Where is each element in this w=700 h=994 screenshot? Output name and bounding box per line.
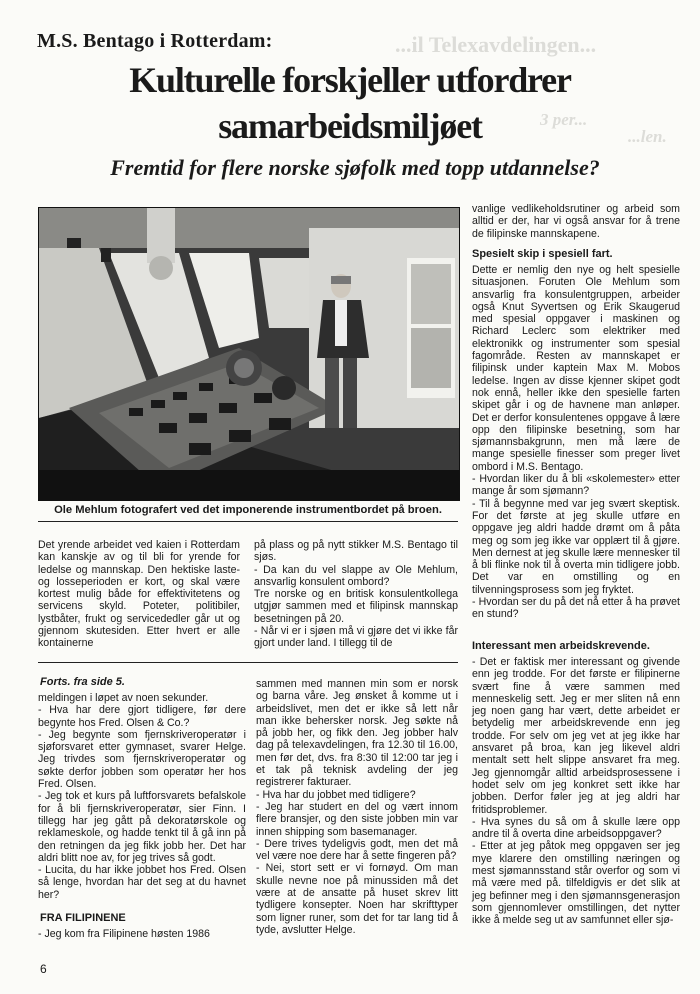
- continued-left-column: meldingen i løpet av noen sekunder. - Hva har dere gjort tidligere, før dere begynte hos Fred. Olsen & Co.? - Jeg begynte som fjernskriveroperatør i sjøforsvaret etter gymnaset, svarer Helge. Jeg trivdes som fjernskriveroperatør og søkte derfor jobben som operatør her hos Fred. Olsen. - Jeg tok et kurs på luftforsvarets befalskole for å bli fjernskriveroperatør, sier Finn. I tillegg har jeg gått på dekoratørskole og reklameskole, og hadde tenkt til å gå inn på den retningen da jeg fikk jobb her. Det har aldri blitt noe av, for jeg trives så godt. - Lucita, du har ikke jobbet hos Fred. Olsen så lenge, hvordan har det seg at du havnet her?: [38, 692, 246, 901]
- intro-column-middle: på plass og på nytt stikker M.S. Bentago til sjøs. - Da kan du vel slappe av Ole Mehlum, ansvarlig konsulent ombord? Tre norske og en britisk konsulentkollega utgjør sammen med et filipinsk mannskap besetningen på 20. - Når vi er i sjøen må vi gjøre det vi ikke får gjort under land. I tillegg til de: [254, 539, 458, 650]
- continued-rule: [38, 662, 458, 663]
- ghost-heading: ...il Telexavdelingen...: [395, 32, 597, 57]
- kicker: M.S. Bentago i Rotterdam:: [37, 30, 273, 52]
- photo-caption: Ole Mehlum fotografert ved det imponerende instrumentbordet på broen.: [54, 504, 442, 516]
- ghost-subline: 3 per...: [540, 110, 588, 129]
- continued-label: Forts. fra side 5.: [40, 676, 125, 688]
- deck-subtitle: Fremtid for flere norske sjøfolk med topp utdannelse?: [110, 155, 600, 180]
- caption-rule: [38, 521, 458, 522]
- ghost-subline-end: ...len.: [628, 127, 667, 146]
- headline-line-1: Kulturelle forskjeller utfordrer: [129, 60, 571, 100]
- headline-line-2: samarbeidsmiljøet: [218, 106, 482, 146]
- subhead-special-ship: Spesielt skip i spesiell fart.: [472, 248, 613, 260]
- intro-column-left: Det yrende arbeidet ved kaien i Rotterdam kan kanskje av og til bli for yrende for ledelse og mannskap. Den hektiske laste- og losseperioden er kort, og skal være kortest mulig både for effektivitetens og servicens skyld. Poteter, politibiler, lystbåter, frukt og servicededler går ut og gjennom skutesiden. Etter hvert er alle kontainerne: [38, 539, 240, 650]
- bridge-photo: [38, 207, 460, 501]
- subhead-interesting: Interessant men arbeidskrevende.: [472, 640, 650, 652]
- right-column-top: vanlige vedlikeholdsrutiner og arbeid som alltid er der, har vi også ansvar for å trene de filipinske mannskapene.: [472, 203, 680, 240]
- page-number: 6: [40, 962, 47, 976]
- continued-middle-column: sammen med mannen min som er norsk og barna våre. Jeg ønsket å komme ut i arbeidslivet, men det er ikke så lett når man ikke behersker norsk. Jeg søkte nå på jobb her, og fikk den. Jeg jobber halv dag på telexavdelingen, fra 12.30 til 16.00, men før det, dvs. fra 8:30 til 12:00 tar jeg i et tak på teknisk avdeling der jeg registrerer fakturaer. - Hva har du jobbet med tidligere? - Jeg har studert en del og vært innom flere bransjer, og den siste jobben min var innen shipping som basemanager. - Dere trives tydeligvis godt, men det må vel være noe dere har å sette fingeren på? - Nei, stort sett er vi fornøyd. Om man skulle nevne noe på minussiden må det være at de ansatte på huset skrev litt tydligere konsepter. Noen har skrifttyper som ligner runer, som det for tar lang tid å tyde, avslutter Helge.: [256, 678, 458, 936]
- continued-left-tail: - Jeg kom fra Filipinene høsten 1986: [38, 928, 210, 940]
- right-column-body-2: - Det er faktisk mer interessant og givende enn jeg trodde. For det første er filipinerne svært fine å være sammen med menneskelig sett. Jeg er mer sliten nå enn jeg noen gang har vært, dette arbeidet er betydelig mer arbeidskrevende enn jeg trodde. For selv om jeg vet at jeg ikke har ansvaret på broa, kan jeg likevel aldri mentalt sett helt slippe ansvaret fra meg. Jeg gjennomgår alltid arbeidsprosessene i hodet selv om jeg konkret sett ikke har jobben. Derfor føler jeg at jeg aldri har fritidsproblemer. - Hva synes du så om å skulle lære opp andre til å overta dine arbeidsoppgaver? - Etter at jeg påtok meg oppgaven ser jeg mye klarere den omstilling næringen og mest sjømannsstand står overfor og som vi må være med på. tilfeldigvis er det slik at jeg befinner meg i den sjømannsgenerasjon som gjennomlever omstillingen, det nytter ikke å melde seg ut av samfunnet eller sjø-: [472, 656, 680, 927]
- subhead-from-philippines: FRA FILIPINENE: [40, 912, 126, 924]
- bridge-photo-illustration: [39, 208, 459, 500]
- right-column-body-1: Dette er nemlig den nye og helt spesielle situasjonen. Foruten Ole Mehlum som ansvarlig fra konsulentgruppen, arbeider også Knut Syvertsen og Erik Skaugerud med spesial oppgaver i maskinen og Richard Leclerc som elektriker med elektronikk og instrumenter som spesial fagområde. Resten av mannskapet er filipinsk under kaptein Max M. Mobos ledelse. Ingen av disse kjenner skipet godt nok ennå, heller ikke den spesielle farten skipet går i og de havnene man anløper. Det er derfor konsulentenes oppgave å lære opp den filipinske besetning, som har sjømannsbakgrunn, men må lære de mange spesielle finesser som preger livet ombord i M.S. Bentago. - Hvordan liker du å bli «skolemester» etter mange år som sjømann? - Til å begynne med var jeg svært skeptisk. For det første at jeg skulle utføre en oppgave jeg aldri hadde drømt om å påta meg og som jeg ikke var opplært til å gjøre. Men dernest at jeg skulle lære mennesker til å bli flinke nok til å overta min tidligere jobb. Det var en omstilling og en tilvenningsprosess som jeg fryktet. - Hvordan ser du på det nå etter å ha prøvet en stund?: [472, 264, 680, 621]
